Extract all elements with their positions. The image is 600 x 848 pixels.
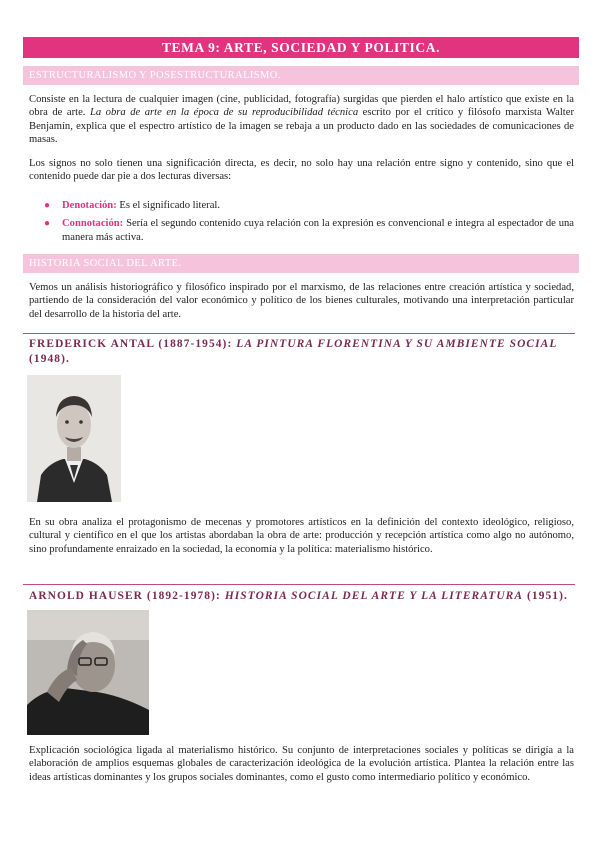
paragraph-text: Consiste en la lectura de cualquier imagen (cine, publicidad, fotografía) surgidas que pierden el halo artístico que existe en la obra de arte. [29, 94, 574, 119]
divider [23, 333, 575, 334]
paragraph-antal: En su obra analiza el protagonismo de mecenas y promotores artísticos en la definición del contexto ideológico, religioso, cultural y científico en el que los artistas abordaban la obra de arte: producción y recepción artística como algo no autónomo, sino profundamente enraizado en la sociedad, la economía y la política: materialismo histórico. [29, 517, 574, 555]
paragraph-estructuralismo-2: Los signos no solo tienen una significación directa, es decir, no solo hay una relación entre signo y contenido, sino que el contenido puede dar pie a dos lecturas diversas: [29, 158, 574, 183]
bullet-list [29, 199, 574, 249]
list-item-denotacion [29, 199, 574, 212]
heading-antal [29, 337, 574, 367]
divider [23, 584, 575, 585]
paragraph-estructuralismo-1 [29, 93, 574, 147]
book-title-italic: La obra de arte en la época de su reproducibilidad técnica [89, 107, 359, 119]
author-name: ARNOLD HAUSER (1892-1978): [29, 590, 225, 602]
heading-hauser [29, 589, 574, 604]
author-name: FREDERICK ANTAL (1887-1954): [29, 338, 237, 350]
publication-year: (1951). [523, 590, 568, 602]
bullet-dot-icon: ● [44, 218, 51, 230]
page-title: TEMA 9: ARTE, SOCIEDAD Y POLITICA. [23, 37, 579, 58]
publication-year: (1948). [29, 353, 70, 365]
photo-arnold-hauser [27, 610, 149, 735]
photo-frederick-antal [27, 375, 121, 502]
book-title: LA PINTURA FLORENTINA Y SU AMBIENTE SOCIAL [236, 338, 558, 350]
list-item-connotacion [29, 217, 574, 244]
paragraph-hauser: Explicación sociológica ligada al materialismo histórico. Su conjunto de interpretaciones sociales y políticas se dirigía a la elaboración de amplios esquemas globales de caracterización ideológica de la evolución artística. Plantea la relación entre las ideas artísticas dominantes y los grupos sociales dominantes, como el gusto como intermediario político y económico. [29, 745, 574, 783]
term-label: Connotación: [62, 218, 124, 230]
bullet-dot-icon: ● [44, 200, 51, 211]
section-header-estructuralismo: ESTRUCTURALISMO Y POSESTRUCTURALISMO. [23, 66, 579, 85]
paragraph-historia-social: Vemos un análisis historiográfico y filosófico inspirado por el marxismo, de las relaciones entre creación artística y sociedad, partiendo de la consideración del valor económico y político de los bienes culturales, motivando una interpretación particular del desarrollo de la historia del arte. [29, 282, 574, 320]
term-label: Denotación: [62, 200, 117, 211]
term-definition: Sería el segundo contenido cuya relación con la expresión es convencional e integra al espectador de una manera más activa. [62, 218, 574, 243]
portrait-image [27, 375, 121, 502]
term-definition: Es el significado literal. [116, 200, 220, 211]
book-title: HISTORIA SOCIAL DEL ARTE Y LA LITERATURA [224, 590, 524, 602]
portrait-image [27, 610, 149, 735]
paragraph-text: escrito por el crítico y filósofo marxista Walter Benjamín, explica que el espectro artístico de la imagen se rebaja a un producto dado en las sociedades de comunicaciones de masas. [29, 107, 574, 146]
section-header-historia-social: HISTORIA SOCIAL DEL ARTE. [23, 254, 579, 273]
